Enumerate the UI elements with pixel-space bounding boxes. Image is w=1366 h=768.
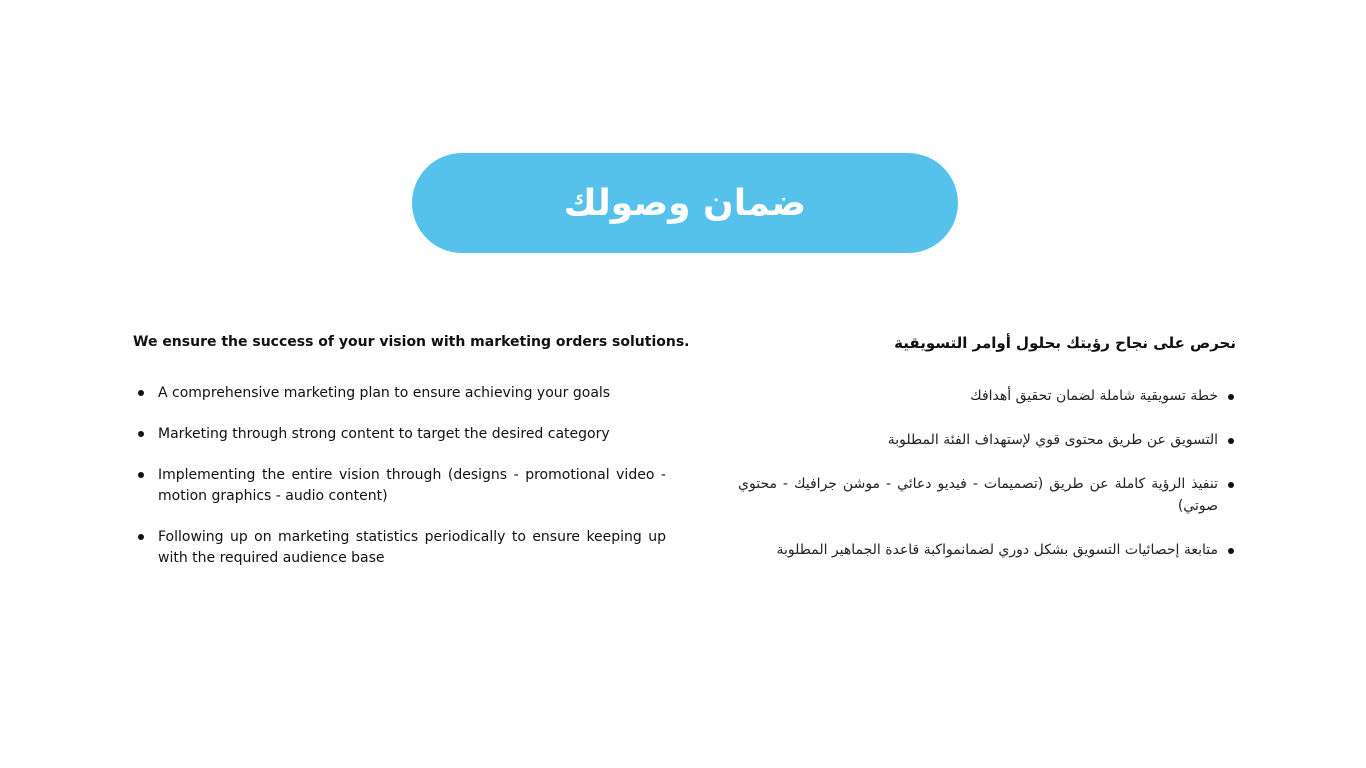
list-item-text: Following up on marketing statistics periodically to ensure keeping up with the required audience base xyxy=(158,529,666,566)
arabic-heading: نحرص على نجاح رؤيتك بحلول أوامر التسويقية xyxy=(894,334,1236,352)
list-item-text: متابعة إحصائيات التسويق بشكل دوري لضمانمواكبة قاعدة الجماهير المطلوبة xyxy=(776,542,1218,558)
bullet-icon xyxy=(1228,482,1234,488)
english-heading: We ensure the success of your vision with marketing orders solutions. xyxy=(133,334,690,350)
list-item-text: التسويق عن طريق محتوى قوي لإستهداف الفئة المطلوبة xyxy=(887,432,1218,448)
list-item-text: Implementing the entire vision through (designs - promotional video - motion graphics - audio content) xyxy=(158,467,666,504)
hero-banner xyxy=(412,153,958,253)
bullet-icon xyxy=(138,472,144,478)
list-item xyxy=(738,473,1236,517)
bullet-icon xyxy=(1228,438,1234,444)
list-item xyxy=(133,424,666,445)
arabic-list xyxy=(738,385,1236,561)
list-item-text: A comprehensive marketing plan to ensure achieving your goals xyxy=(158,385,611,401)
list-item-text: خطة تسويقية شاملة لضمان تحقيق أهدافك xyxy=(970,388,1218,404)
arabic-section xyxy=(738,331,1236,583)
bullet-icon xyxy=(138,431,144,437)
list-item xyxy=(738,429,1236,451)
list-item xyxy=(133,383,666,404)
english-list xyxy=(133,383,666,569)
bullet-icon xyxy=(138,390,144,396)
list-item-text: Marketing through strong content to target the desired category xyxy=(158,426,610,442)
list-item-text: تنفيذ الرؤية كاملة عن طريق (تصميمات - فيديو دعائي - موشن جرافيك - محتوي صوتي) xyxy=(738,476,1218,514)
bullet-icon xyxy=(138,534,144,540)
list-item xyxy=(738,385,1236,407)
list-item xyxy=(133,527,666,569)
bullet-icon xyxy=(1228,394,1234,400)
hero-title: ضمان وصولك xyxy=(563,182,807,224)
list-item xyxy=(738,539,1236,561)
list-item xyxy=(133,465,666,507)
bullet-icon xyxy=(1228,548,1234,554)
english-section xyxy=(133,331,690,589)
